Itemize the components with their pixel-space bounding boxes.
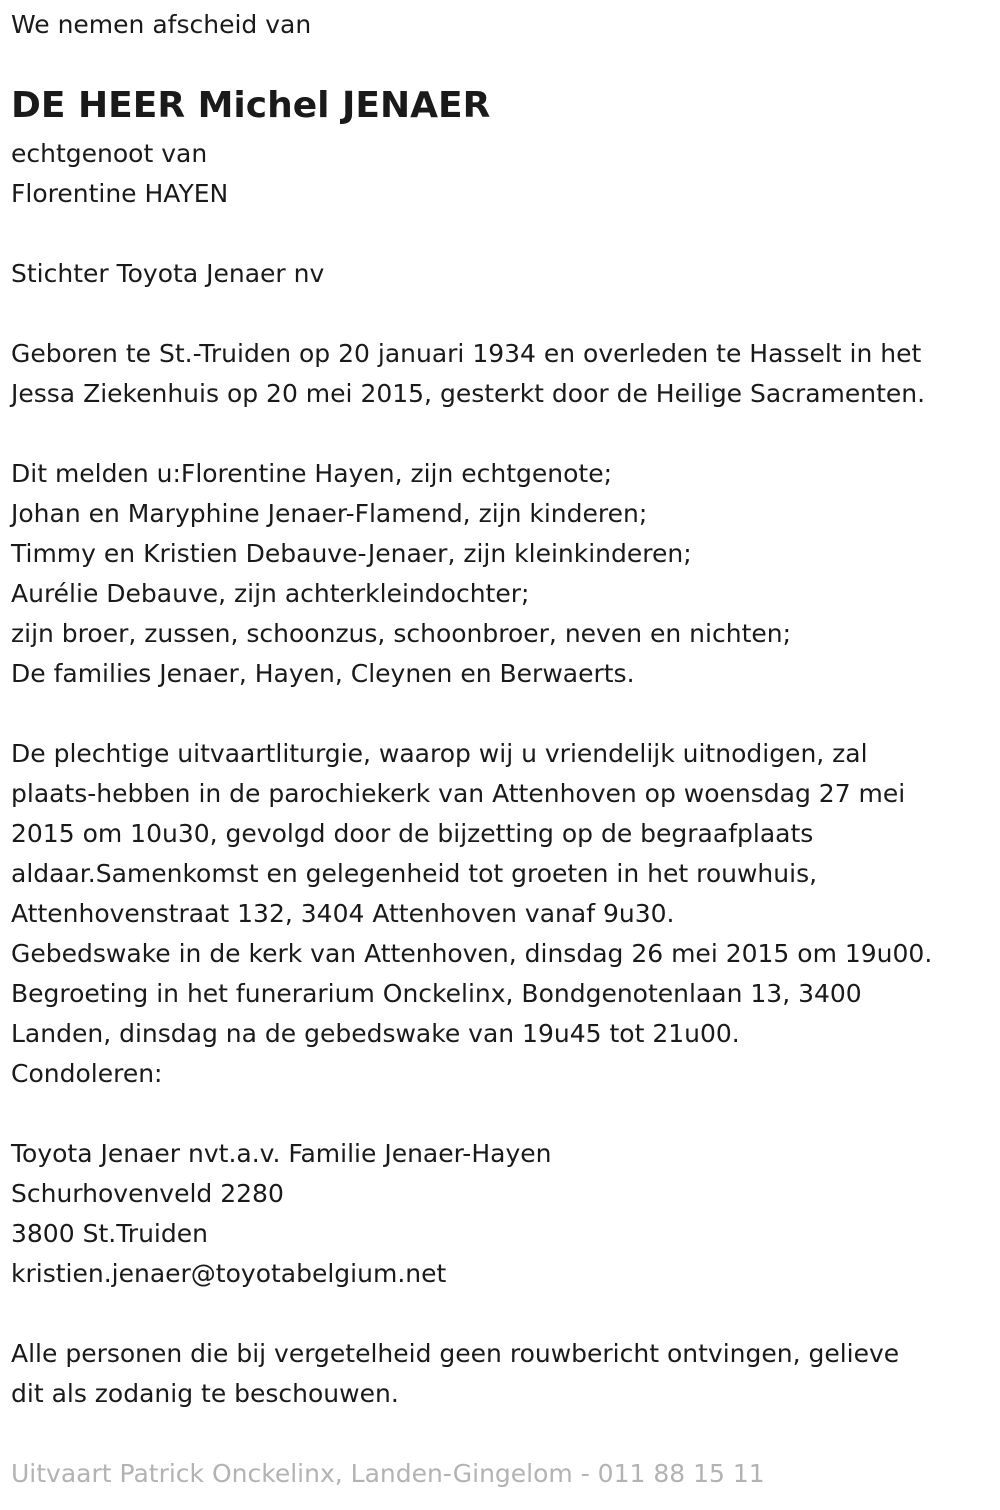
contact-line: Toyota Jenaer nvt.a.v. Familie Jenaer-Hayen bbox=[11, 1139, 552, 1168]
spouse-section bbox=[11, 134, 228, 214]
family-line: Aurélie Debauve, zijn achterkleindochter; bbox=[11, 579, 530, 608]
funeral-line: De plechtige uitvaartliturgie, waarop wij u vriendelijk uitnodigen, zal bbox=[11, 739, 868, 768]
role-section bbox=[11, 254, 324, 294]
family-line: Timmy en Kristien Debauve-Jenaer, zijn kleinkinderen; bbox=[11, 539, 692, 568]
funeral-line: plaats-hebben in de parochiekerk van Attenhoven op woensdag 27 mei bbox=[11, 779, 906, 808]
intro-text: We nemen afscheid van bbox=[11, 10, 312, 39]
funeral-line: 2015 om 10u30, gevolgd door de bijzetting op de begraafplaats bbox=[11, 819, 814, 848]
footer-text: Uitvaart Patrick Onckelinx, Landen-Gingelom - 011 88 15 11 bbox=[11, 1459, 765, 1488]
notice-line: dit als zodanig te beschouwen. bbox=[11, 1379, 399, 1408]
family-line: De families Jenaer, Hayen, Cleynen en Berwaerts. bbox=[11, 659, 635, 688]
family-line: zijn broer, zussen, schoonzus, schoonbroer, neven en nichten; bbox=[11, 619, 792, 648]
role-text: Stichter Toyota Jenaer nv bbox=[11, 259, 325, 288]
contact-line: Schurhovenveld 2280 bbox=[11, 1179, 284, 1208]
contact-section bbox=[11, 1134, 551, 1294]
funeral-details-section bbox=[11, 734, 932, 1094]
spouse-relation: echtgenoot van bbox=[11, 139, 208, 168]
notice-line: Alle personen die bij vergetelheid geen rouwbericht ontvingen, gelieve bbox=[11, 1339, 900, 1368]
family-line: Dit melden u:Florentine Hayen, zijn echtgenote; bbox=[11, 459, 613, 488]
family-line: Johan en Maryphine Jenaer-Flamend, zijn kinderen; bbox=[11, 499, 648, 528]
funeral-line: aldaar.Samenkomst en gelegenheid tot groeten in het rouwhuis, bbox=[11, 859, 818, 888]
birth-death-line: Geboren te St.-Truiden op 20 januari 1934 en overleden te Hasselt in het bbox=[11, 339, 922, 368]
condolences-label: Condoleren: bbox=[11, 1059, 163, 1088]
funeral-line: Landen, dinsdag na de gebedswake van 19u45 tot 21u00. bbox=[11, 1019, 740, 1048]
funeral-home-footer bbox=[11, 1454, 765, 1494]
birth-death-section bbox=[11, 334, 925, 414]
funeral-line: Gebedswake in de kerk van Attenhoven, dinsdag 26 mei 2015 om 19u00. bbox=[11, 939, 933, 968]
funeral-line: Begroeting in het funerarium Onckelinx, Bondgenotenlaan 13, 3400 bbox=[11, 979, 862, 1008]
deceased-name: DE HEER Michel JENAER bbox=[11, 85, 491, 126]
birth-death-line: Jessa Ziekenhuis op 20 mei 2015, gesterkt door de Heilige Sacramenten. bbox=[11, 379, 926, 408]
funeral-line: Attenhovenstraat 132, 3404 Attenhoven vanaf 9u30. bbox=[11, 899, 675, 928]
spouse-name: Florentine HAYEN bbox=[11, 179, 229, 208]
notice-section bbox=[11, 1334, 899, 1414]
contact-email: kristien.jenaer@toyotabelgium.net bbox=[11, 1259, 447, 1288]
contact-line: 3800 St.Truiden bbox=[11, 1219, 208, 1248]
announced-by-section bbox=[11, 454, 791, 694]
